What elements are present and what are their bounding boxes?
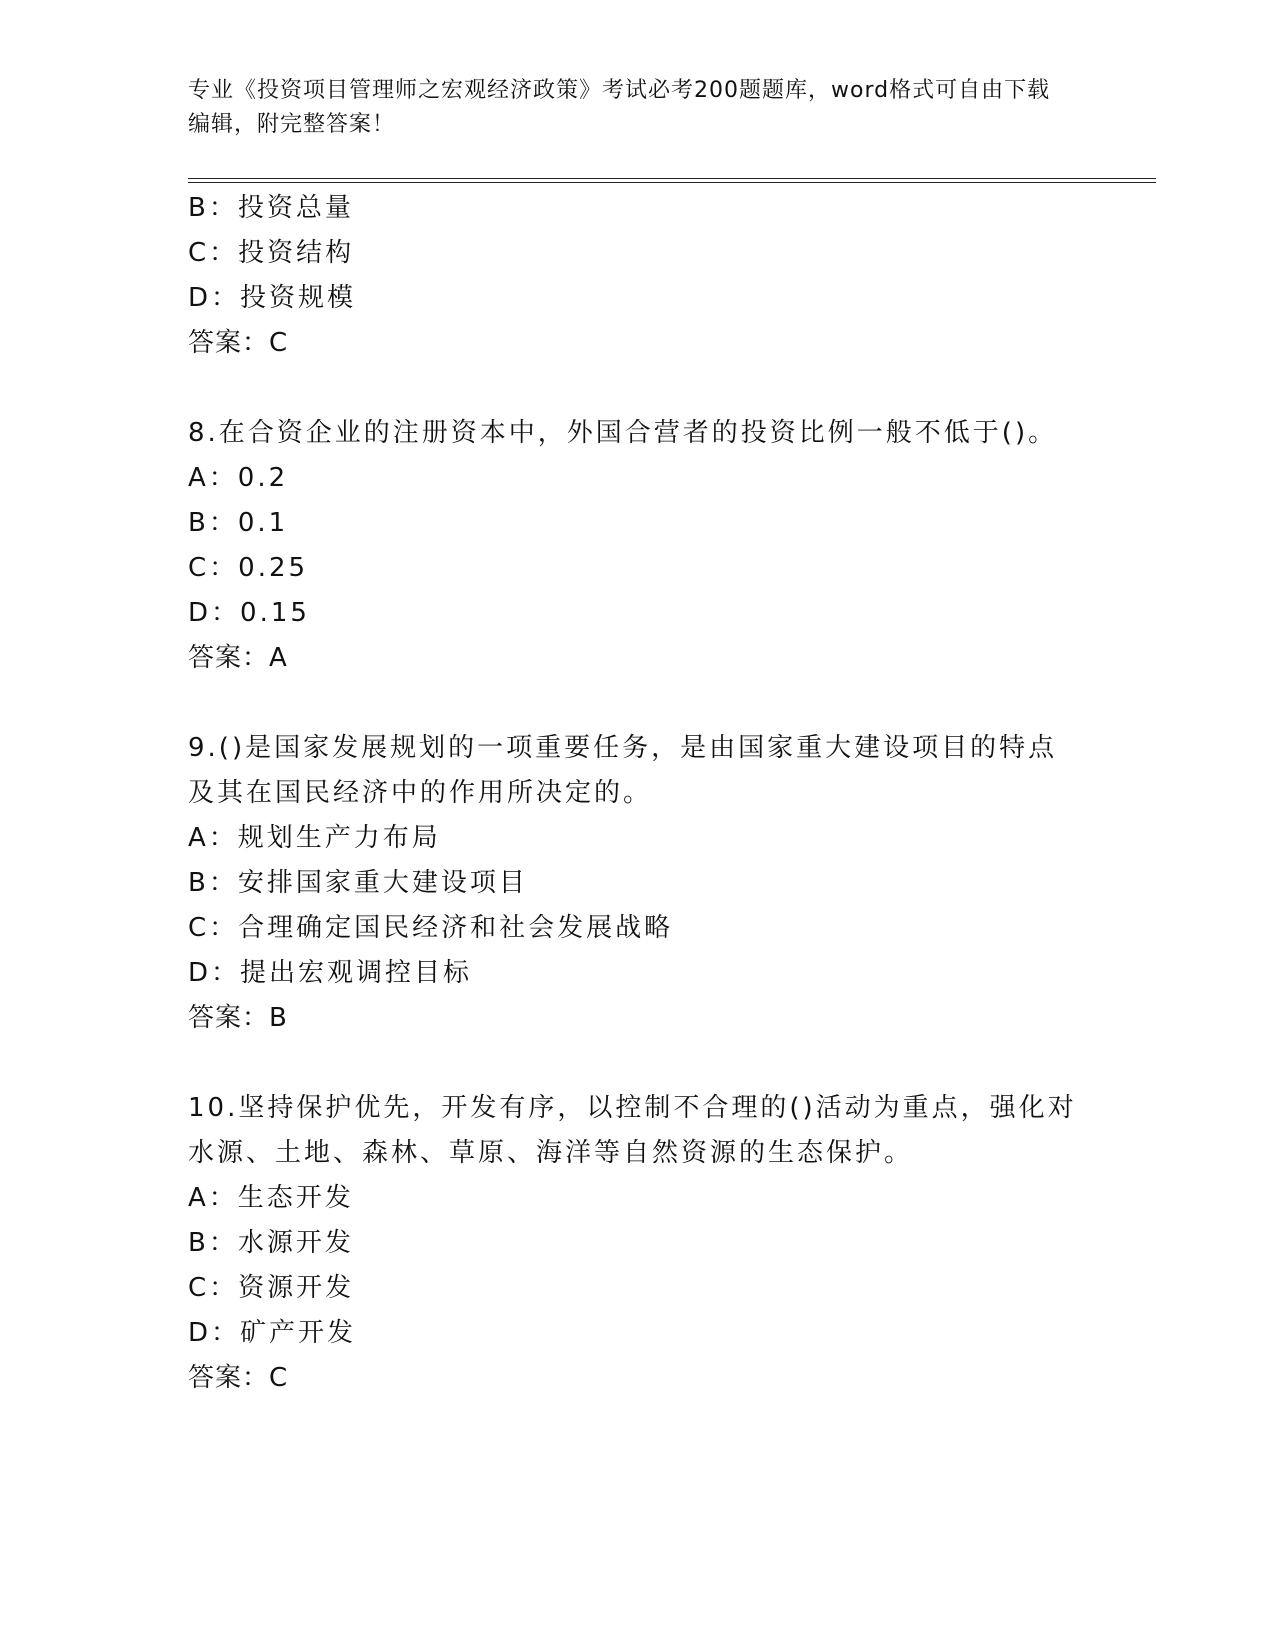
option-c: C：资源开发 [188, 1273, 355, 1303]
option-b: B：水源开发 [188, 1228, 354, 1258]
option-b: B：安排国家重大建设项目 [188, 868, 528, 898]
answer-line: 答案：B [188, 1003, 288, 1033]
option-a: A：0.2 [188, 463, 289, 493]
option-a: A：生态开发 [188, 1183, 354, 1213]
option-d: D：0.15 [188, 598, 310, 628]
header-rule-bottom [188, 182, 1156, 183]
answer-line: 答案：C [188, 1363, 289, 1393]
option-d: D：矿产开发 [188, 1318, 357, 1348]
option-a: A：规划生产力布局 [188, 823, 441, 853]
option-b: B：投资总量 [188, 193, 354, 223]
question-stem-continued: 水源、土地、森林、草原、海洋等自然资源的生态保护。 [188, 1138, 914, 1168]
answer-line: 答案：A [188, 643, 288, 673]
option-d: D：提出宏观调控目标 [188, 958, 473, 988]
option-c: C：0.25 [188, 553, 309, 583]
question-stem-continued: 及其在国民经济中的作用所决定的。 [188, 778, 653, 808]
option-b: B：0.1 [188, 508, 289, 538]
question-stem: 10.坚持保护优先，开发有序，以控制不合理的()活动为重点，强化对 [188, 1093, 1077, 1123]
answer-line: 答案：C [188, 328, 289, 358]
option-c: C：合理确定国民经济和社会发展战略 [188, 913, 674, 943]
header-rule-top [188, 178, 1156, 179]
option-d: D：投资规模 [188, 283, 357, 313]
question-stem: 9.()是国家发展规划的一项重要任务，是由国家重大建设项目的特点 [188, 733, 1058, 763]
document-header: 专业《投资项目管理师之宏观经济政策》考试必考200题题库，word格式可自由下载编辑，附完整答案！ [188, 78, 1051, 137]
question-stem: 8.在合资企业的注册资本中，外国合营者的投资比例一般不低于()。 [188, 418, 1058, 448]
option-c: C：投资结构 [188, 238, 355, 268]
